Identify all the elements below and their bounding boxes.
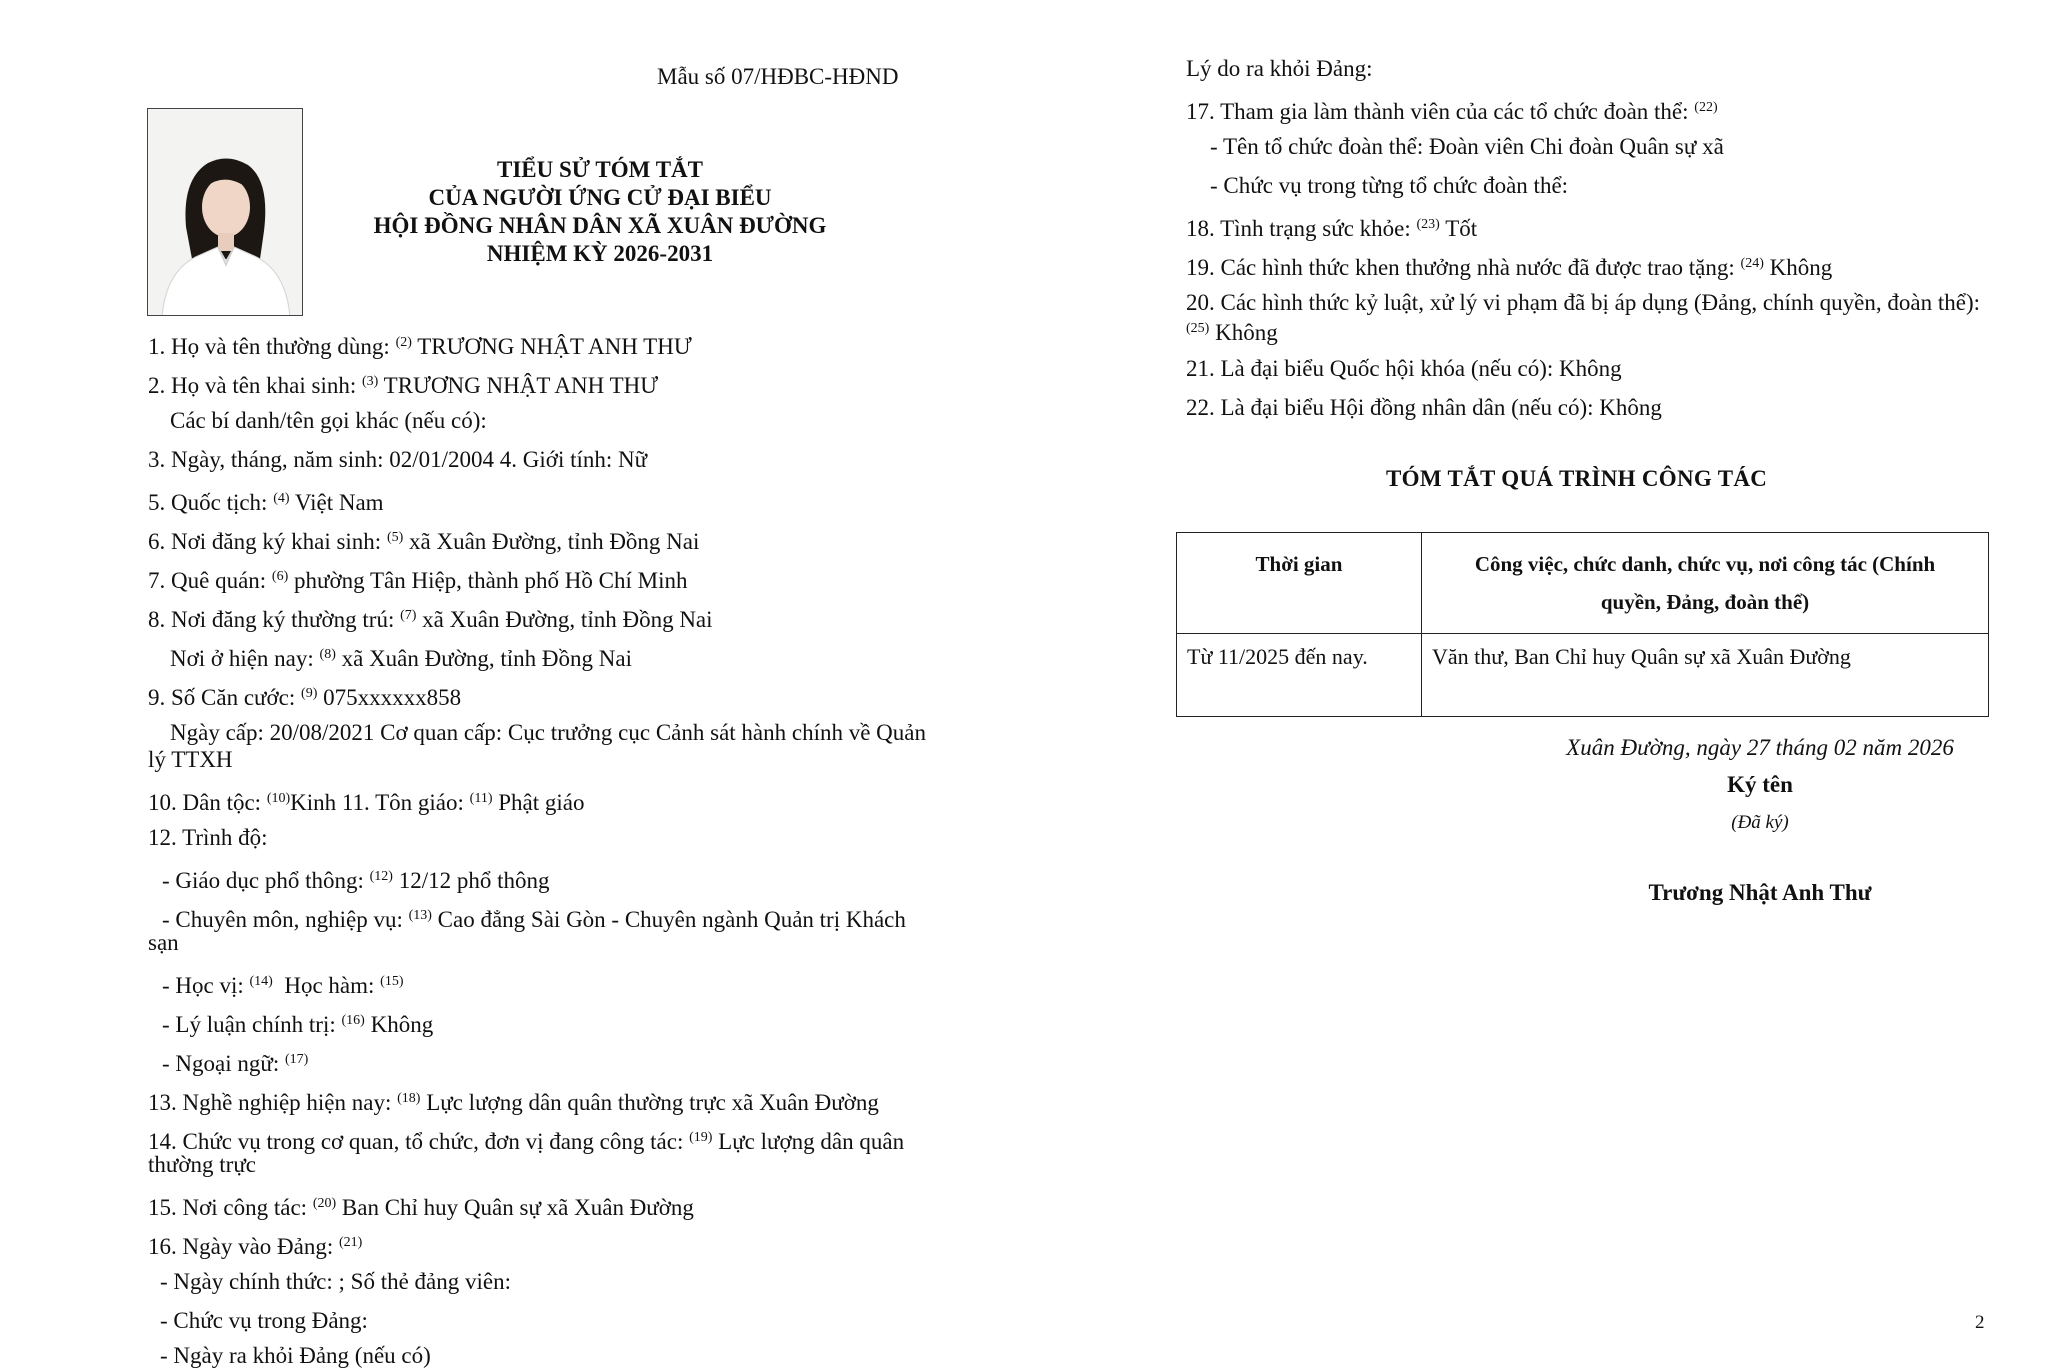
field-value: Nữ [618,447,648,472]
field-dob-gender: 3. Ngày, tháng, năm sinh: 02/01/2004 4. Giới tính: Nữ [148,447,648,472]
field-value: Đoàn viên Chi đoàn Quân sự xã [1428,134,1724,159]
field-professional-cont: sạn [148,930,179,955]
field-party-official: - Ngày chính thức: ; Số thẻ đảng viên: [160,1269,512,1294]
field-value: Không [1769,255,1833,280]
field-party-join-date: 16. Ngày vào Đảng: $^{(21)}$ [148,1234,363,1259]
field-value: Ban Chỉ huy Quân sự xã Xuân Đường [341,1195,694,1220]
field-value: Phật giáo [498,790,585,815]
cell-job: Văn thư, Ban Chỉ huy Quân sự xã Xuân Đường [1422,634,1989,717]
field-position-cont: thường trực [148,1152,256,1177]
field-value: Tốt [1445,216,1478,241]
field-value: xã Xuân Đường, tỉnh Đồng Nai [409,529,700,554]
field-value: Không [1215,320,1278,345]
field-value: 02/01/2004 [389,447,495,472]
field-nationality: 5. Quốc tịch: $^{(4)}$ Việt Nam [148,490,384,515]
field-current-residence: Nơi ở hiện nay: $^{(8)}$ xã Xuân Đường, tỉnh Đồng Nai [170,646,632,671]
field-value: Kinh [290,790,337,815]
field-awards: 19. Các hình thức khen thưởng nhà nước đã được trao tặng: $^{(24)}$ Không [1186,255,1833,280]
field-birth-name: 2. Họ và tên khai sinh: $^{(3)}$ TRƯƠNG NHẬT ANH THƯ [148,373,659,398]
field-national-assembly: 21. Là đại biểu Quốc hội khóa (nếu có): Không [1186,356,1622,381]
field-organization-position: - Chức vụ trong từng tổ chức đoàn thể: [1210,173,1569,198]
field-value: Cao đẳng Sài Gòn - Chuyên ngành Quản trị Khách [437,907,906,932]
field-value: Không [1559,356,1622,381]
field-position: 14. Chức vụ trong cơ quan, tổ chức, đơn vị đang công tác: $^{(19)}$ Lực lượng dân quân [148,1129,905,1154]
field-common-name: 1. Họ và tên thường dùng: $^{(2)}$ TRƯƠNG NHẬT ANH THƯ [148,334,692,359]
place-date: Xuân Đường, ngày 27 tháng 02 năm 2026 [1566,735,1954,760]
table-row [1177,634,1989,717]
field-political-theory: - Lý luận chính trị: $^{(16)}$ Không [162,1012,434,1037]
field-permanent-residence: 8. Nơi đăng ký thường trú: $^{(7)}$ xã Xuân Đường, tỉnh Đồng Nai [148,607,713,632]
field-value: phường Tân Hiệp, thành phố Hồ Chí Minh [294,568,688,593]
title-line: CỦA NGƯỜI ỨNG CỬ ĐẠI BIỂU [428,185,772,210]
title-line: TIỂU SỬ TÓM TẮT [497,157,703,182]
field-organizations: 17. Tham gia làm thành viên của các tổ chức đoàn thể: $^{(22)}$ [1186,99,1718,124]
field-foreign-language: - Ngoại ngữ: $^{(17)}$ [162,1051,309,1076]
field-value: xã Xuân Đường, tỉnh Đồng Nai [341,646,632,671]
field-ethnicity-religion: 10. Dân tộc: $^{(10)}$Kinh 11. Tôn giáo: $^{(11)}$ Phật giáo [148,790,585,815]
field-value: xã Xuân Đường, tỉnh Đồng Nai [422,607,713,632]
portrait-image [148,109,303,316]
field-professional: - Chuyên môn, nghiệp vụ: $^{(13)}$ Cao đẳng Sài Gòn - Chuyên ngành Quản trị Khách [162,907,906,932]
field-birth-registration: 6. Nơi đăng ký khai sinh: $^{(5)}$ xã Xuân Đường, tỉnh Đồng Nai [148,529,700,554]
col-header-time: Thời gian [1177,533,1422,634]
field-value: Lực lượng dân quân thường trực xã Xuân Đường [426,1090,879,1115]
cell-time: Từ 11/2025 đến nay. [1177,634,1422,717]
field-degree: - Học vị: $^{(14)}$ Học hàm: $^{(15)}$ [162,973,404,998]
work-history-table [1176,532,1989,717]
signer-name: Trương Nhật Anh Thư [1648,880,1872,905]
title-line: HỘI ĐỒNG NHÂN DÂN XÃ XUÂN ĐƯỜNG [373,213,827,238]
table-header-row [1177,533,1989,634]
field-hometown: 7. Quê quán: $^{(6)}$ phường Tân Hiệp, thành phố Hồ Chí Minh [148,568,688,593]
field-value: Lực lượng dân quân [718,1129,905,1154]
field-value: 075xxxxxx858 [323,685,462,710]
signed-note: (Đã ký) [1731,812,1789,833]
field-education-heading: 12. Trình độ: [148,825,268,850]
field-peoples-council: 22. Là đại biểu Hội đồng nhân dân (nếu có): Không [1186,395,1662,420]
title-line: NHIỆM KỲ 2026-2031 [486,241,714,266]
field-value: Không [370,1012,434,1037]
field-value: Việt Nam [294,490,384,515]
field-party-exit-reason: Lý do ra khỏi Đảng: [1186,56,1373,81]
field-value: 12/12 phổ thông [398,868,550,893]
field-general-education: - Giáo dục phổ thông: $^{(12)}$ 12/12 phổ thông [162,868,550,893]
field-aliases: Các bí danh/tên gọi khác (nếu có): [170,408,487,433]
work-history-title: TÓM TẮT QUÁ TRÌNH CÔNG TÁC [1386,466,1768,491]
field-value: TRƯƠNG NHẬT ANH THƯ [417,334,692,359]
field-value: TRƯƠNG NHẬT ANH THƯ [383,373,659,398]
field-party-position: - Chức vụ trong Đảng: [160,1308,368,1333]
form-number: Mẫu số 07/HĐBC-HĐND [657,64,899,89]
field-id-number: 9. Số Căn cước: $^{(9)}$ 075xxxxxx858 [148,685,462,710]
document-title [320,156,880,268]
field-discipline: 20. Các hình thức kỷ luật, xử lý vi phạm đã bị áp dụng (Đảng, chính quyền, đoàn thể): $^{(25)}$ Không [1186,290,1980,345]
field-value: Không [1599,395,1662,420]
field-id-issue: Ngày cấp: 20/08/2021 Cơ quan cấp: Cục trưởng cục Cảnh sát hành chính về Quản [170,720,927,745]
field-health: 18. Tình trạng sức khỏe: $^{(23)}$ Tốt [1186,216,1478,241]
field-organization-name: - Tên tổ chức đoàn thể: Đoàn viên Chi đoàn Quân sự xã [1210,134,1724,159]
candidate-photo [147,108,303,316]
col-header-job: Công việc, chức danh, chức vụ, nơi công tác (Chính quyền, Đảng, đoàn thể) [1422,533,1989,634]
field-workplace: 15. Nơi công tác: $^{(20)}$ Ban Chỉ huy Quân sự xã Xuân Đường [148,1195,694,1220]
page-number: 2 [1975,1312,1985,1333]
field-occupation: 13. Nghề nghiệp hiện nay: $^{(18)}$ Lực lượng dân quân thường trực xã Xuân Đường [148,1090,879,1115]
field-id-issue-cont: lý TTXH [148,747,233,772]
field-party-exit-date: - Ngày ra khỏi Đảng (nếu có) [160,1343,431,1368]
sign-label: Ký tên [1727,772,1793,797]
